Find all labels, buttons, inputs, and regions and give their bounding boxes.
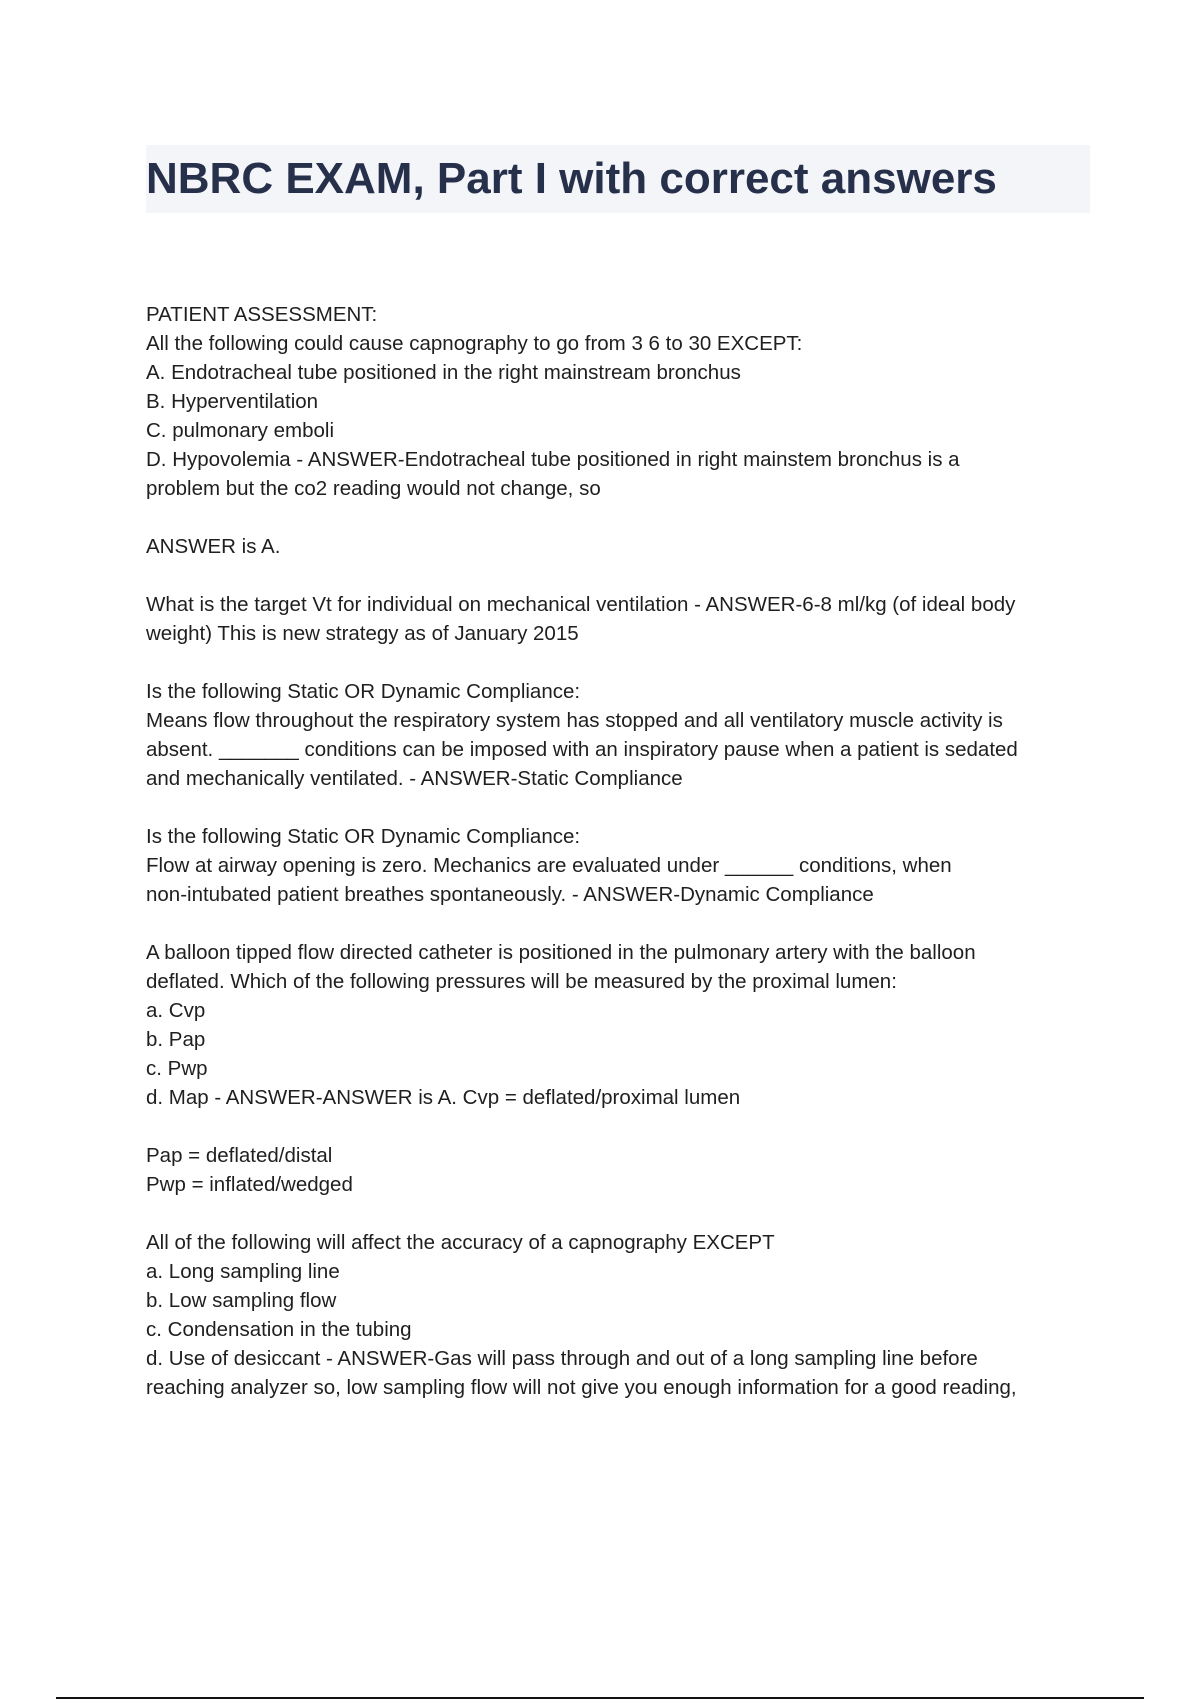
question-block-dynamic-compliance — [146, 822, 1096, 909]
question-block-target-vt — [146, 590, 1096, 648]
title-banner — [146, 145, 1090, 213]
text-line: Pwp = inflated/wedged — [146, 1173, 353, 1196]
text-line: All the following could cause capnography to go from 3 6 to 30 EXCEPT: — [146, 332, 803, 355]
text-line: c. Pwp — [146, 1057, 208, 1080]
question-block-balloon-catheter — [146, 938, 1096, 1112]
text-line: absent. _______ conditions can be imposed with an inspiratory pause when a patient is sedated — [146, 738, 1018, 761]
footer-divider — [56, 1697, 1144, 1699]
text-line: Means flow throughout the respiratory system has stopped and all ventilatory muscle activity is — [146, 709, 1003, 732]
text-line: weight) This is new strategy as of January 2015 — [146, 622, 579, 645]
question-block-capnography-except — [146, 300, 1096, 503]
text-line: a. Cvp — [146, 999, 206, 1022]
text-line: PATIENT ASSESSMENT: — [146, 303, 378, 326]
text-line: Pap = deflated/distal — [146, 1144, 333, 1167]
text-line: deflated. Which of the following pressures will be measured by the proximal lumen: — [146, 970, 897, 993]
text-line: D. Hypovolemia - ANSWER-Endotracheal tube positioned in right mainstem bronchus is a — [146, 448, 960, 471]
text-line: Flow at airway opening is zero. Mechanics are evaluated under ______ conditions, when — [146, 854, 952, 877]
text-line: d. Map - ANSWER-ANSWER is A. Cvp = deflated/proximal lumen — [146, 1086, 741, 1109]
document-body — [146, 300, 1096, 1431]
text-line: problem but the co2 reading would not change, so — [146, 477, 601, 500]
text-line: B. Hyperventilation — [146, 390, 319, 413]
text-line: ANSWER is A. — [146, 535, 281, 558]
text-line: and mechanically ventilated. - ANSWER-Static Compliance — [146, 767, 683, 790]
note-block-pressures — [146, 1141, 1096, 1199]
text-line: b. Low sampling flow — [146, 1289, 337, 1312]
text-line: b. Pap — [146, 1028, 206, 1051]
text-line: What is the target Vt for individual on mechanical ventilation - ANSWER-6-8 ml/kg (of ideal body — [146, 593, 1016, 616]
text-line: A. Endotracheal tube positioned in the right mainstream bronchus — [146, 361, 741, 384]
question-block-static-compliance — [146, 677, 1096, 793]
text-line: All of the following will affect the accuracy of a capnography EXCEPT — [146, 1231, 775, 1254]
document-title: NBRC EXAM, Part I with correct answers — [146, 154, 997, 203]
text-line: reaching analyzer so, low sampling flow will not give you enough information for a good reading, — [146, 1376, 1017, 1399]
text-line: d. Use of desiccant - ANSWER-Gas will pass through and out of a long sampling line before — [146, 1347, 978, 1370]
text-line: c. Condensation in the tubing — [146, 1318, 412, 1341]
text-line: Is the following Static OR Dynamic Compliance: — [146, 825, 581, 848]
text-line: Is the following Static OR Dynamic Compliance: — [146, 680, 581, 703]
answer-block — [146, 532, 1096, 561]
text-line: non-intubated patient breathes spontaneously. - ANSWER-Dynamic Compliance — [146, 883, 874, 906]
text-line: a. Long sampling line — [146, 1260, 340, 1283]
question-block-capnography-accuracy — [146, 1228, 1096, 1402]
text-line: A balloon tipped flow directed catheter is positioned in the pulmonary artery with the balloon — [146, 941, 976, 964]
text-line: C. pulmonary emboli — [146, 419, 334, 442]
